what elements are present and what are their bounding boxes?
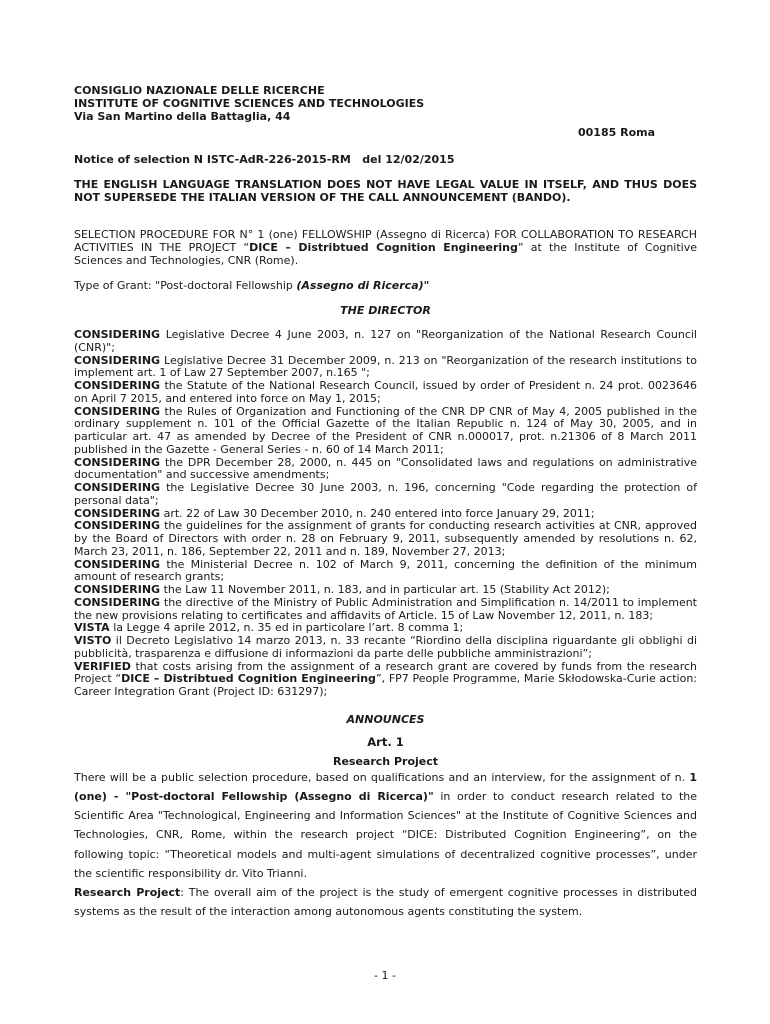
visto-item: VISTO il Decreto Legislativo 14 marzo 2013, n. 33 recante “Riordino della disciplina riguardante gli obblighi di pubblicità, trasparenza e diffusione di informazioni da parte delle pubbliche amministrazioni”; (74, 634, 697, 660)
header-city: 00185 Roma (578, 126, 656, 139)
grant-pre: Type of Grant: "Post-doctoral Fellowship (74, 279, 297, 292)
selection-project: DICE – Distribtued Cognition Engineering (249, 241, 518, 254)
selection-post: ” at the Institute of Cognitive Sciences and Technologies, CNR (Rome). (74, 241, 697, 267)
page-number: - 1 - (374, 969, 396, 982)
header-line-1: CONSIGLIO NAZIONALE DELLE RICERCHE (74, 84, 325, 97)
considering-item: CONSIDERING the directive of the Ministry of Public Administration and Simplification n. 14/2011 to implement the new provisions relating to certificates and affidavits of Article. 15 of Law November 12, 2011, n. 183; (74, 595, 697, 622)
art1-subtitle: Research Project (332, 754, 439, 768)
considering-item: CONSIDERING the DPR December 28, 2000, n. 445 on "Consolidated laws and regulations on administrative documentation" and successive amendments; (74, 455, 697, 482)
art1-paragraph-1: There will be a public selection procedure, based on qualifications and an interview, for the assignment of n. 1 (one) - "Post-doctoral Fellowship (Assegno di Ricerca)" in order to conduct research related to the Scientific Area "Technological, Engineering and Information Sciences" at the Institute of Cognitive Sciences and Technologies, CNR, Rome, within the research project “DICE: Distributed Cognition Engineering”, on the following topic: “Theoretical models and multi-agent simulations of decentralized cognitive processes”, under the scientific responsibility dr. Vito Trianni. (74, 770, 698, 880)
considering-item: CONSIDERING Legislative Decree 4 June 2003, n. 127 on "Reorganization of the National Research Council (CNR)"; (74, 328, 697, 354)
selection-pre: SELECTION PROCEDURE FOR N° 1 (one) FELLOWSHIP (Assegno di Ricerca) FOR COLLABORATION TO RESEARCH ACTIVITIES IN THE PROJECT “ (74, 228, 697, 254)
grant-type (74, 279, 697, 292)
considering-item: CONSIDERING the guidelines for the assignment of grants for conducting research activities at CNR, approved by the Board of Directors with order n. 28 on February 9, 2011, subsequently amended by resolutions n. 62, March 23, 2011, n. 186, September 22, 2011 and n. 189, November 27, 2013; (74, 519, 697, 558)
announces-title: ANNOUNCES (346, 712, 425, 726)
header-line-3: Via San Martino della Battaglia, 44 (74, 110, 291, 123)
considering-item: CONSIDERING the Law 11 November 2011, n. 183, and in particular art. 15 (Stability Act 2012); (74, 583, 610, 596)
grant-emph: (Assegno di Ricerca)" (296, 279, 430, 292)
considering-item: CONSIDERING art. 22 of Law 30 December 2010, n. 240 entered into force January 29, 2011; (74, 506, 595, 520)
document-page (74, 84, 697, 921)
vista-item: VISTA la Legge 4 aprile 2012, n. 35 ed in particolare l’art. 8 comma 1; (74, 621, 464, 635)
considering-item: CONSIDERING the Statute of the National Research Council, issued by order of President n. 24 prot. 0023646 on April 7 2015, and entered into force on May 1, 2015; (74, 379, 697, 405)
considering-item: CONSIDERING the Rules of Organization and Functioning of the CNR DP CNR of May 4, 2005 published in the ordinary supplement n. 101 of the Official Gazette of the Italian Republic n. 124 of May 30, 2005, and in particular art. 47 as amended by Decree of the President of CNR n.000017, prot. n.21306 of 8 March 2011 published in the Gazette - General Series - n. 60 of 14 March 2011; (74, 404, 697, 456)
disclaimer: THE ENGLISH LANGUAGE TRANSLATION DOES NOT HAVE LEGAL VALUE IN ITSELF, AND THUS DOES NOT SUPERSEDE THE ITALIAN VERSION OF THE CALL ANNOUNCEMENT (BANDO). (74, 178, 697, 204)
director-title: THE DIRECTOR (340, 304, 431, 317)
considering-item: CONSIDERING Legislative Decree 31 December 2009, n. 213 on "Reorganization of the research institutions to implement art. 1 of Law 27 September 2007, n.165 "; (74, 353, 697, 380)
notice-date: del 12/02/2015 (362, 153, 455, 166)
considering-list (74, 329, 697, 622)
selection-procedure (74, 228, 697, 267)
considering-item: CONSIDERING the Ministerial Decree n. 102 of March 9, 2011, concerning the definition of the minimum amount of research grants; (74, 557, 697, 584)
header-line-2: INSTITUTE OF COGNITIVE SCIENCES AND TECHNOLOGIES (74, 97, 425, 110)
considering-item: CONSIDERING the Legislative Decree 30 June 2003, n. 196, concerning "Code regarding the protection of personal data"; (74, 481, 697, 507)
notice-label: Notice of selection N ISTC-AdR-226-2015-RM (74, 153, 351, 166)
notice-line (74, 153, 697, 166)
art1-title: Art. 1 (367, 734, 404, 749)
art1-paragraph-2: Research Project: The overall aim of the project is the study of emergent cognitive processes in distributed systems as the result of the interaction among autonomous agents constituting the system. (74, 885, 697, 919)
verified-item: VERIFIED that costs arising from the assignment of a research grant are covered by funds from the research Project “DICE – Distribtued Cognition Engineering”, FP7 People Programme, Marie Skłodowska-Curie action: Career Integration Grant (Project ID: 631297); (74, 659, 697, 698)
